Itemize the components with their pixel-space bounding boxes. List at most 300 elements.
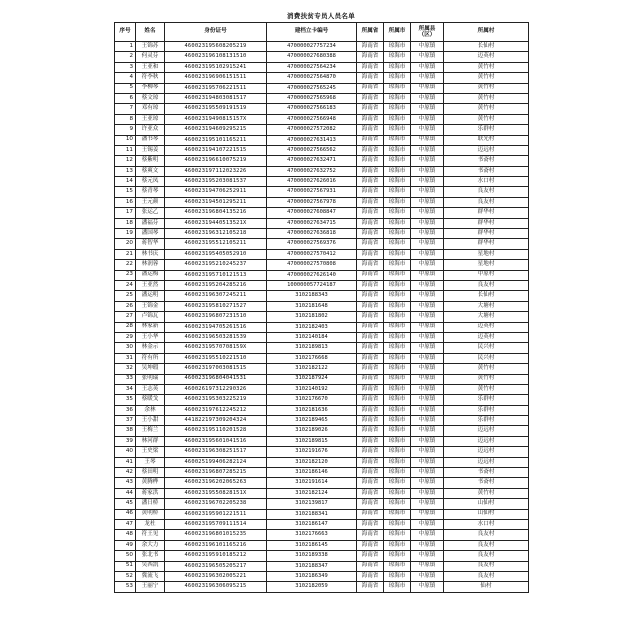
city-cell: 琼海市 — [384, 519, 411, 529]
city-cell: 琼海市 — [384, 488, 411, 498]
file-number-cell: 3102139817 — [267, 499, 357, 509]
village-cell: 群华村 — [444, 239, 529, 249]
city-cell: 琼海市 — [384, 156, 411, 166]
id-number-cell: 460025199406282124 — [165, 457, 267, 467]
id-number-cell: 460023197612245212 — [165, 405, 267, 415]
person-name-cell: 吴坤瑕 — [136, 364, 165, 374]
county-cell: 中原镇 — [411, 156, 444, 166]
person-name-cell: 王小甜 — [136, 416, 165, 426]
city-cell: 琼海市 — [384, 374, 411, 384]
file-number-cell: 470000027608847 — [267, 208, 357, 218]
city-cell: 琼海市 — [384, 530, 411, 540]
file-number-cell: 3102176668 — [267, 353, 357, 363]
city-cell: 琼海市 — [384, 177, 411, 187]
village-cell: 良友村 — [444, 280, 529, 290]
village-cell: 黄竹村 — [444, 93, 529, 103]
file-number-cell: 3102188347 — [267, 561, 357, 571]
county-cell: 中原镇 — [411, 519, 444, 529]
person-name-cell: 王小华 — [136, 332, 165, 342]
column-header: 所属村 — [444, 23, 529, 42]
file-number-cell: 3102182124 — [267, 488, 357, 498]
province-cell: 海南省 — [357, 42, 384, 52]
file-number-cell: 3102188341 — [267, 509, 357, 519]
county-cell: 中原镇 — [411, 405, 444, 415]
county-cell: 中原镇 — [411, 166, 444, 176]
city-cell: 琼海市 — [384, 571, 411, 581]
file-number-cell: 3102140184 — [267, 332, 357, 342]
person-name-cell: 龙杜 — [136, 519, 165, 529]
file-number-cell: 470000027564234 — [267, 62, 357, 72]
file-number-cell: 3102176670 — [267, 395, 357, 405]
city-cell: 琼海市 — [384, 291, 411, 301]
county-cell: 中原镇 — [411, 83, 444, 93]
city-cell: 琼海市 — [384, 249, 411, 259]
village-cell: 良友村 — [444, 551, 529, 561]
city-cell: 琼海市 — [384, 457, 411, 467]
village-cell: 中原村 — [444, 270, 529, 280]
table-row — [115, 52, 529, 62]
province-cell: 海南省 — [357, 104, 384, 114]
table-row — [115, 218, 529, 228]
file-number-cell: 470000027566183 — [267, 104, 357, 114]
village-cell: 群华村 — [444, 218, 529, 228]
person-name-cell: 符有所 — [136, 353, 165, 363]
file-number-cell: 470000027570412 — [267, 249, 357, 259]
row-number-cell: 46 — [115, 509, 136, 519]
id-number-cell: 460023196302005221 — [165, 571, 267, 581]
file-number-cell: 3102140192 — [267, 384, 357, 394]
id-number-cell: 460023196108131510 — [165, 52, 267, 62]
file-number-cell: 3102182403 — [267, 322, 357, 332]
person-name-cell: 蔡紫明 — [136, 156, 165, 166]
county-cell: 中原镇 — [411, 571, 444, 581]
province-cell: 海南省 — [357, 280, 384, 290]
province-cell: 海南省 — [357, 364, 384, 374]
province-cell: 海南省 — [357, 540, 384, 550]
row-number-cell: 53 — [115, 582, 136, 592]
row-number-cell: 12 — [115, 156, 136, 166]
village-cell: 黄竹村 — [444, 73, 529, 83]
province-cell: 海南省 — [357, 83, 384, 93]
city-cell: 琼海市 — [384, 468, 411, 478]
row-number-cell: 6 — [115, 93, 136, 103]
row-number-cell: 14 — [115, 177, 136, 187]
county-cell: 中原镇 — [411, 374, 444, 384]
province-cell: 海南省 — [357, 530, 384, 540]
village-cell: 长仙村 — [444, 291, 529, 301]
province-cell: 海南省 — [357, 551, 384, 561]
table-row — [115, 125, 529, 135]
table-row — [115, 395, 529, 405]
village-cell: 迈英村 — [444, 322, 529, 332]
county-cell: 中原镇 — [411, 239, 444, 249]
file-number-cell: 470000027566948 — [267, 114, 357, 124]
city-cell: 琼海市 — [384, 239, 411, 249]
person-name-cell: 冀流飞 — [136, 571, 165, 581]
person-name-cell: 张运乙 — [136, 208, 165, 218]
table-row — [115, 208, 529, 218]
id-number-cell: 460023195706221511 — [165, 83, 267, 93]
document-page — [112, 6, 530, 634]
county-cell: 中原镇 — [411, 509, 444, 519]
file-number-cell: 470000027632752 — [267, 166, 357, 176]
city-cell: 琼海市 — [384, 322, 411, 332]
village-cell: 乐群村 — [444, 125, 529, 135]
city-cell: 琼海市 — [384, 187, 411, 197]
person-name-cell: 邓有琼 — [136, 104, 165, 114]
person-name-cell: 王锦金 — [136, 301, 165, 311]
county-cell: 中原镇 — [411, 249, 444, 259]
table-row — [115, 42, 529, 52]
file-number-cell: 3102189026 — [267, 426, 357, 436]
table-row — [115, 571, 529, 581]
person-name-cell: 王元颜 — [136, 197, 165, 207]
village-cell: 黄竹村 — [444, 488, 529, 498]
village-cell: 星地村 — [444, 260, 529, 270]
row-number-cell: 20 — [115, 239, 136, 249]
province-cell: 海南省 — [357, 229, 384, 239]
id-number-cell: 46002319550828151X — [165, 488, 267, 498]
county-cell: 中原镇 — [411, 62, 444, 72]
table-row — [115, 135, 529, 145]
province-cell: 海南省 — [357, 384, 384, 394]
row-number-cell: 3 — [115, 62, 136, 72]
city-cell: 琼海市 — [384, 145, 411, 155]
column-header: 所属市 — [384, 23, 411, 42]
id-number-cell: 460023195601041516 — [165, 436, 267, 446]
id-number-cell: 460023195110201528 — [165, 426, 267, 436]
county-cell: 中原镇 — [411, 332, 444, 342]
table-row — [115, 436, 529, 446]
city-cell: 琼海市 — [384, 416, 411, 426]
county-cell: 中原镇 — [411, 42, 444, 52]
person-name-cell: 何灵芬 — [136, 52, 165, 62]
county-cell: 中原镇 — [411, 488, 444, 498]
person-name-cell: 符李秋 — [136, 73, 165, 83]
file-number-cell: 470000027632471 — [267, 156, 357, 166]
person-name-cell: 潘书琴 — [136, 135, 165, 145]
city-cell: 琼海市 — [384, 426, 411, 436]
file-number-cell: 470000027564870 — [267, 73, 357, 83]
file-number-cell: 3102189815 — [267, 436, 357, 446]
file-number-cell: 3102188343 — [267, 291, 357, 301]
village-cell: 黄竹村 — [444, 114, 529, 124]
row-number-cell: 16 — [115, 197, 136, 207]
id-number-cell: 46002319570708159X — [165, 343, 267, 353]
province-cell: 海南省 — [357, 145, 384, 155]
person-name-cell: 潘福芬 — [136, 218, 165, 228]
row-number-cell: 35 — [115, 395, 136, 405]
file-number-cell: 470000027565245 — [267, 83, 357, 93]
person-name-cell: 余大力 — [136, 540, 165, 550]
village-cell: 书斋村 — [444, 166, 529, 176]
table-row — [115, 478, 529, 488]
id-number-cell: 460023196804041531 — [165, 374, 267, 384]
person-name-cell: 吴西凯 — [136, 561, 165, 571]
id-number-cell: 460023195910185212 — [165, 551, 267, 561]
table-row — [115, 301, 529, 311]
person-name-cell: 蔡文琼 — [136, 93, 165, 103]
personnel-table — [114, 22, 529, 593]
row-number-cell: 26 — [115, 301, 136, 311]
row-number-cell: 10 — [115, 135, 136, 145]
file-number-cell: 470000027567978 — [267, 197, 357, 207]
file-number-cell: 470000027565968 — [267, 93, 357, 103]
county-cell: 中原镇 — [411, 73, 444, 83]
village-cell: 大塘村 — [444, 312, 529, 322]
table-row — [115, 83, 529, 93]
city-cell: 琼海市 — [384, 208, 411, 218]
row-number-cell: 19 — [115, 229, 136, 239]
table-row — [115, 499, 529, 509]
row-number-cell: 31 — [115, 353, 136, 363]
file-number-cell: 470000027572082 — [267, 125, 357, 135]
province-cell: 海南省 — [357, 571, 384, 581]
row-number-cell: 36 — [115, 405, 136, 415]
village-cell: 书斋村 — [444, 468, 529, 478]
row-number-cell: 15 — [115, 187, 136, 197]
village-cell: 黄竹村 — [444, 104, 529, 114]
county-cell: 中原镇 — [411, 322, 444, 332]
village-cell: 良友村 — [444, 187, 529, 197]
province-cell: 海南省 — [357, 239, 384, 249]
person-name-cell: 卢锦瓦 — [136, 312, 165, 322]
province-cell: 海南省 — [357, 416, 384, 426]
table-row — [115, 114, 529, 124]
row-number-cell: 25 — [115, 291, 136, 301]
table-row — [115, 332, 529, 342]
table-row — [115, 551, 529, 561]
province-cell: 海南省 — [357, 197, 384, 207]
person-name-cell: 李柳琴 — [136, 83, 165, 93]
person-name-cell: 黄明桥 — [136, 509, 165, 519]
row-number-cell: 17 — [115, 208, 136, 218]
table-header-row — [115, 23, 529, 42]
table-row — [115, 104, 529, 114]
province-cell: 海南省 — [357, 478, 384, 488]
file-number-cell: 470000027757234 — [267, 42, 357, 52]
table-row — [115, 530, 529, 540]
city-cell: 琼海市 — [384, 62, 411, 72]
village-cell: 黄竹村 — [444, 374, 529, 384]
city-cell: 琼海市 — [384, 52, 411, 62]
county-cell: 中原镇 — [411, 229, 444, 239]
row-number-cell: 22 — [115, 260, 136, 270]
id-number-cell: 460023196702205238 — [165, 499, 267, 509]
province-cell: 海南省 — [357, 426, 384, 436]
city-cell: 琼海市 — [384, 135, 411, 145]
file-number-cell: 3102186145 — [267, 540, 357, 550]
province-cell: 海南省 — [357, 249, 384, 259]
row-number-cell: 48 — [115, 530, 136, 540]
id-number-cell: 460023196505205217 — [165, 561, 267, 571]
village-cell: 联光村 — [444, 135, 529, 145]
row-number-cell: 44 — [115, 488, 136, 498]
province-cell: 海南省 — [357, 166, 384, 176]
id-number-cell: 46002319440513521X — [165, 218, 267, 228]
village-cell: 乐群村 — [444, 405, 529, 415]
village-cell: 迈远村 — [444, 457, 529, 467]
id-number-cell: 460023195405052910 — [165, 249, 267, 259]
table-row — [115, 447, 529, 457]
row-number-cell: 1 — [115, 42, 136, 52]
table-row — [115, 291, 529, 301]
person-name-cell: 蔡元凤 — [136, 177, 165, 187]
row-number-cell: 33 — [115, 374, 136, 384]
person-name-cell: 蔡田明 — [136, 468, 165, 478]
county-cell: 中原镇 — [411, 270, 444, 280]
row-number-cell: 43 — [115, 478, 136, 488]
province-cell: 海南省 — [357, 270, 384, 280]
person-name-cell: 蒋智华 — [136, 239, 165, 249]
person-name-cell: 蔡暖戈 — [136, 395, 165, 405]
column-header: 序号 — [115, 23, 136, 42]
city-cell: 琼海市 — [384, 83, 411, 93]
id-number-cell: 460023196807231510 — [165, 312, 267, 322]
village-cell: 星地村 — [444, 249, 529, 259]
table-row — [115, 177, 529, 187]
province-cell: 海南省 — [357, 509, 384, 519]
file-number-cell: 3102186349 — [267, 571, 357, 581]
village-cell: 山仙村 — [444, 499, 529, 509]
row-number-cell: 39 — [115, 436, 136, 446]
province-cell: 海南省 — [357, 353, 384, 363]
village-cell: 群华村 — [444, 229, 529, 239]
table-row — [115, 249, 529, 259]
province-cell: 海南省 — [357, 499, 384, 509]
county-cell: 中原镇 — [411, 436, 444, 446]
city-cell: 琼海市 — [384, 478, 411, 488]
row-number-cell: 21 — [115, 249, 136, 259]
file-number-cell: 470000027626016 — [267, 177, 357, 187]
province-cell: 海南省 — [357, 582, 384, 592]
city-cell: 琼海市 — [384, 218, 411, 228]
county-cell: 中原镇 — [411, 145, 444, 155]
village-cell: 迈远村 — [444, 145, 529, 155]
person-name-cell: 王亚然 — [136, 280, 165, 290]
row-number-cell: 41 — [115, 457, 136, 467]
row-number-cell: 34 — [115, 384, 136, 394]
id-number-cell: 460023196801015235 — [165, 530, 267, 540]
county-cell: 中原镇 — [411, 114, 444, 124]
province-cell: 海南省 — [357, 73, 384, 83]
id-number-cell: 460023195303225219 — [165, 395, 267, 405]
id-number-cell: 460023195901221511 — [165, 509, 267, 519]
village-cell: 黄竹村 — [444, 62, 529, 72]
id-number-cell: 441822197309204324 — [165, 416, 267, 426]
village-cell: 黄竹村 — [444, 364, 529, 374]
file-number-cell: 3102181636 — [267, 405, 357, 415]
file-number-cell: 3102182122 — [267, 364, 357, 374]
file-number-cell: 3102189465 — [267, 416, 357, 426]
province-cell: 海南省 — [357, 436, 384, 446]
id-number-cell: 460026197312290326 — [165, 384, 267, 394]
county-cell: 中原镇 — [411, 447, 444, 457]
county-cell: 中原镇 — [411, 353, 444, 363]
person-name-cell: 王亚和 — [136, 62, 165, 72]
table-row — [115, 468, 529, 478]
city-cell: 琼海市 — [384, 447, 411, 457]
table-row — [115, 229, 529, 239]
village-cell: 良友村 — [444, 561, 529, 571]
province-cell: 海南省 — [357, 260, 384, 270]
person-name-cell: 王锦苏 — [136, 42, 165, 52]
city-cell: 琼海市 — [384, 166, 411, 176]
document-title: 消费扶贫专员人员名单 — [287, 12, 355, 20]
table-row — [115, 561, 529, 571]
village-cell: 黄竹村 — [444, 384, 529, 394]
id-number-cell: 460023196804135216 — [165, 208, 267, 218]
row-number-cell: 2 — [115, 52, 136, 62]
province-cell: 海南省 — [357, 218, 384, 228]
village-cell: 乐群村 — [444, 395, 529, 405]
county-cell: 中原镇 — [411, 301, 444, 311]
province-cell: 海南省 — [357, 125, 384, 135]
person-name-cell: 潘日桥 — [136, 499, 165, 509]
column-header: 所属省 — [357, 23, 384, 42]
village-cell: 书斋村 — [444, 478, 529, 488]
id-number-cell: 460023195709111514 — [165, 519, 267, 529]
table-row — [115, 93, 529, 103]
id-number-cell: 460023194803081517 — [165, 93, 267, 103]
row-number-cell: 28 — [115, 322, 136, 332]
row-number-cell: 47 — [115, 519, 136, 529]
province-cell: 海南省 — [357, 187, 384, 197]
province-cell: 海南省 — [357, 114, 384, 124]
village-cell: 民兴村 — [444, 353, 529, 363]
row-number-cell: 23 — [115, 270, 136, 280]
city-cell: 琼海市 — [384, 343, 411, 353]
county-cell: 中原镇 — [411, 104, 444, 114]
id-number-cell: 460023196308251517 — [165, 447, 267, 457]
person-name-cell: 王锡姜 — [136, 145, 165, 155]
table-row — [115, 416, 529, 426]
county-cell: 中原镇 — [411, 499, 444, 509]
id-number-cell: 460023195203081537 — [165, 177, 267, 187]
village-cell: 长仙村 — [444, 42, 529, 52]
id-number-cell: 460023195101165211 — [165, 135, 267, 145]
table-body — [115, 42, 529, 593]
province-cell: 海南省 — [357, 312, 384, 322]
province-cell: 海南省 — [357, 561, 384, 571]
village-cell: 山仙村 — [444, 509, 529, 519]
village-cell: 民兴村 — [444, 343, 529, 353]
file-number-cell: 470000027636818 — [267, 229, 357, 239]
file-number-cell: 3102191676 — [267, 447, 357, 457]
county-cell: 中原镇 — [411, 343, 444, 353]
province-cell: 海南省 — [357, 457, 384, 467]
city-cell: 琼海市 — [384, 280, 411, 290]
city-cell: 琼海市 — [384, 93, 411, 103]
row-number-cell: 18 — [115, 218, 136, 228]
county-cell: 中原镇 — [411, 416, 444, 426]
person-name-cell: 蔡爽文 — [136, 166, 165, 176]
county-cell: 中原镇 — [411, 260, 444, 270]
city-cell: 琼海市 — [384, 260, 411, 270]
table-row — [115, 582, 529, 592]
file-number-cell: 470000027570808 — [267, 260, 357, 270]
city-cell: 琼海市 — [384, 332, 411, 342]
county-cell: 中原镇 — [411, 291, 444, 301]
village-cell: 迈远村 — [444, 447, 529, 457]
table-row — [115, 260, 529, 270]
id-number-cell: 460023196202065263 — [165, 478, 267, 488]
city-cell: 琼海市 — [384, 73, 411, 83]
village-cell: 迈远村 — [444, 426, 529, 436]
id-number-cell: 460023194705261516 — [165, 322, 267, 332]
province-cell: 海南省 — [357, 93, 384, 103]
table-row — [115, 384, 529, 394]
